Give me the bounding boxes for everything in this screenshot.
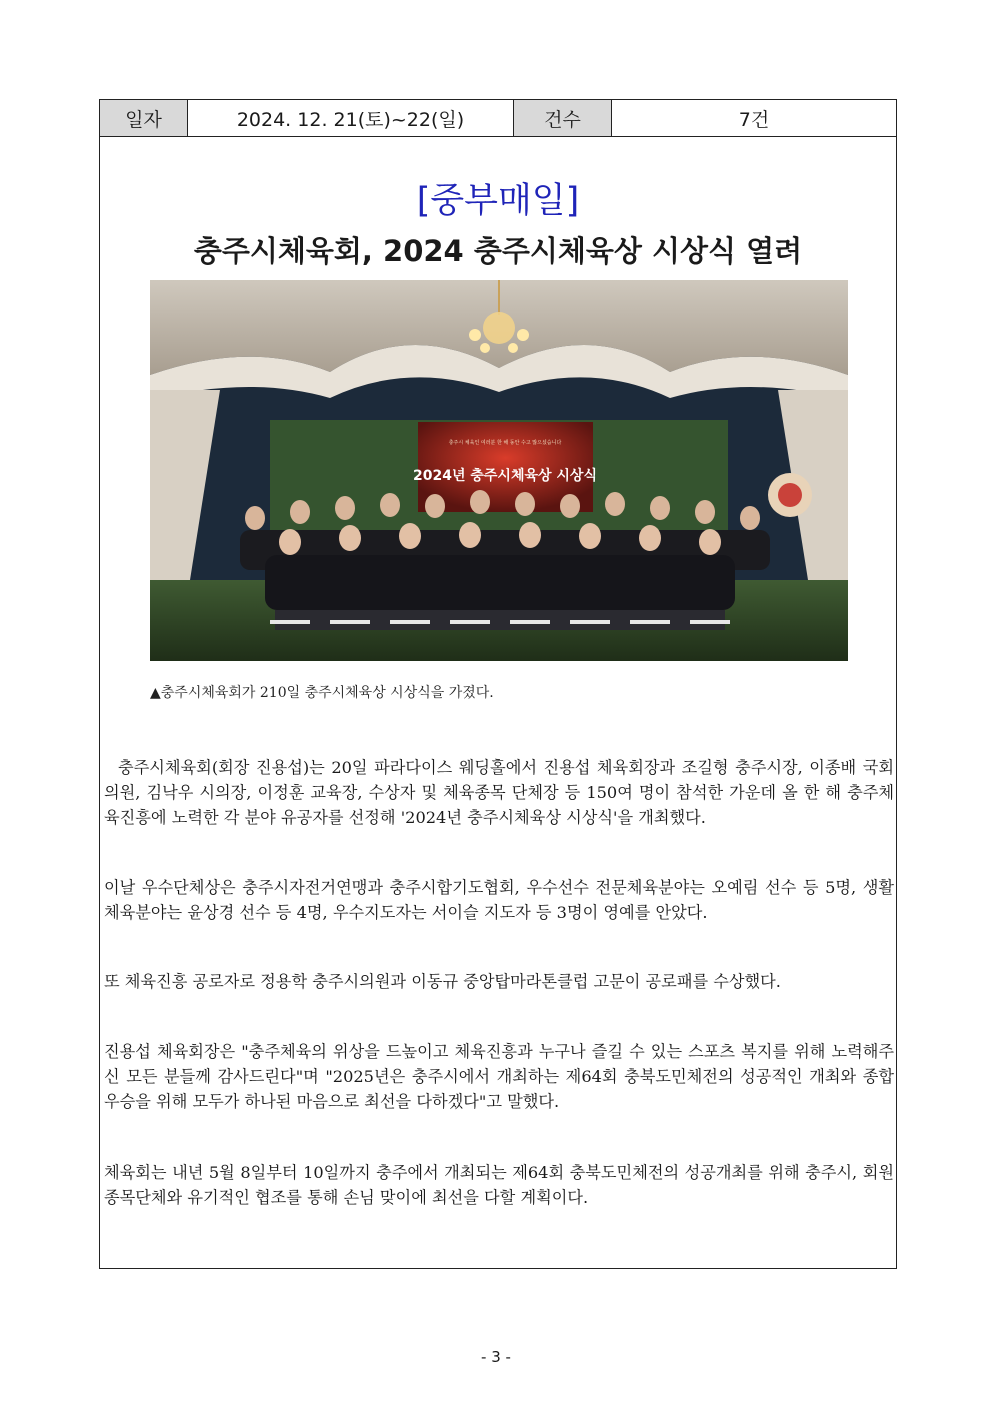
paragraph: 또 체육진흥 공로자로 정용학 충주시의원과 이동규 중앙탑마라톤클럽 고문이 공로패를 수상했다.: [104, 972, 781, 991]
paragraph: 충주시체육회(회장 진용섭)는 20일 파라다이스 웨딩홀에서 진용섭 체육회장과 조길형 충주시장, 이종배 국회의원, 김낙우 시의장, 이정훈 교육장, 수상자 및 체육종목 단체장 등 150여 명이 참석한 가운데 올 한 해 충주체육진흥에 노력한 각 분야 유공자를 선정해 '2024년 충주시체육상 시상식'을 개최했다.: [104, 758, 894, 827]
news-outlet: [중부매일]: [416, 181, 580, 221]
article-headline: 충주시체육회, 2024 충주시체육상 시상식 열려: [193, 234, 803, 268]
header-row: [100, 100, 896, 137]
banner-subtitle: 충주시 체육인 여러분 한 해 동안 수고 많으셨습니다: [448, 440, 562, 446]
paragraph: 체육회는 내년 5월 8일부터 10일까지 충주에서 개최되는 제64회 충북도민체전의 성공개최를 위해 충주시, 회원종목단체와 유기적인 협조를 통해 손님 맞이에 최선을 다할 계획이다.: [104, 1163, 894, 1207]
date-value: 2024. 12. 21(토)~22(일): [188, 100, 514, 136]
page-number: - 3 -: [481, 1348, 511, 1366]
count-value: 7건: [738, 108, 770, 131]
paragraph: 이날 우수단체상은 충주시자전거연맹과 충주시합기도협회, 우수선수 전문체육분야는 오예림 선수 등 5명, 생활체육분야는 윤상경 선수 등 4명, 우수지도자는 서이슬 지도자 등 3명이 영예를 안았다.: [104, 878, 894, 922]
banner-title: 2024년 충주시체육상 시상식: [413, 468, 597, 484]
photo-caption: ▲충주시체육회가 210일 충주시체육상 시상식을 가졌다.: [150, 685, 494, 701]
article-photo: [150, 280, 848, 661]
document-frame: [99, 99, 897, 1269]
date-label: 일자: [100, 100, 188, 136]
count-label: 건수: [514, 100, 612, 136]
paragraph: 진용섭 체육회장은 "충주체육의 위상을 드높이고 체육진흥과 누구나 즐길 수 있는 스포츠 복지를 위해 노력해주신 모든 분들께 감사드린다"며 "2025년은 충주시에서 개최하는 제64회 충북도민체전의 성공적인 개최와 종합우승을 위해 모두가 하나된 마음으로 최선을 다하겠다"고 말했다.: [104, 1042, 894, 1111]
